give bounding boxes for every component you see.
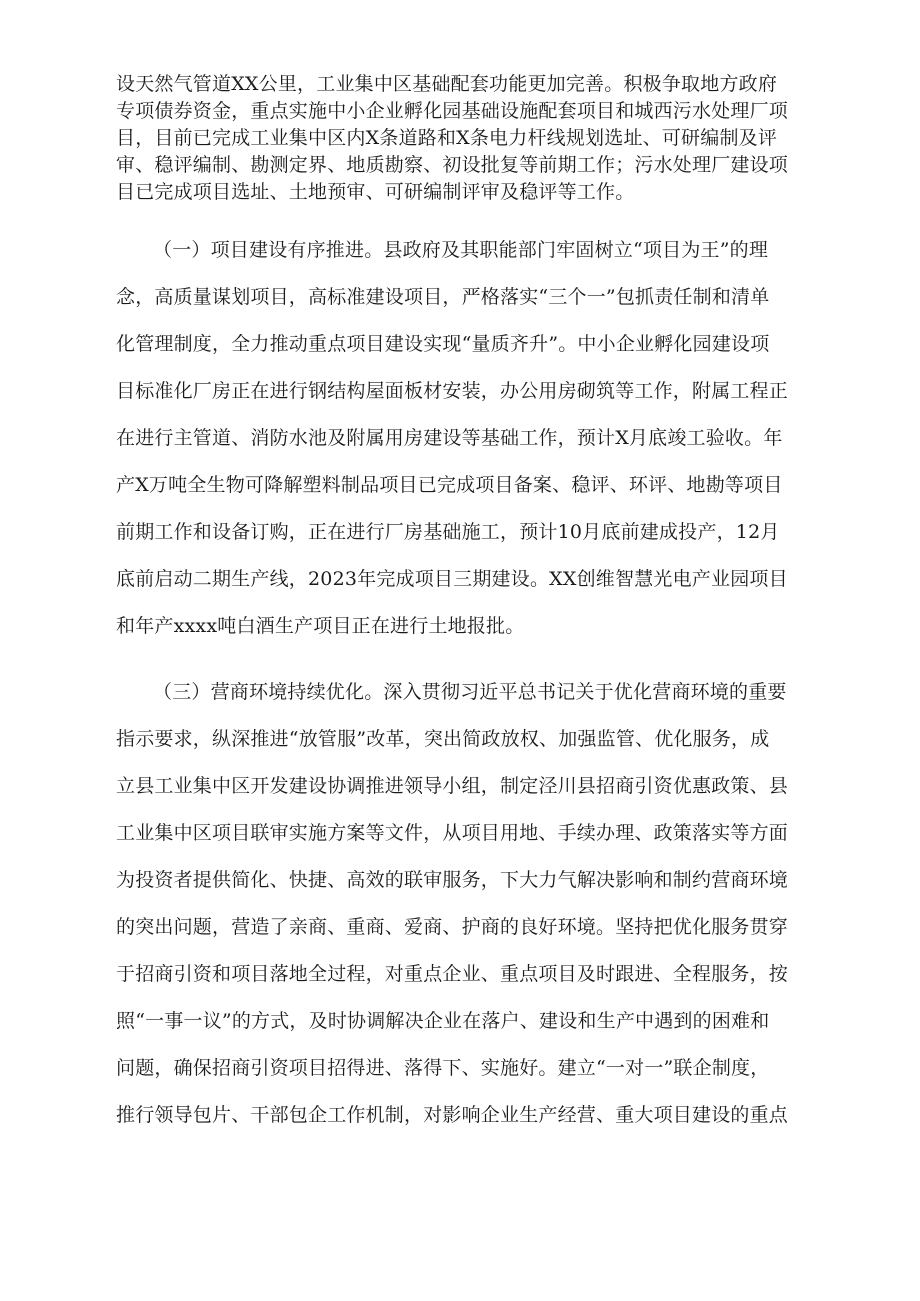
text-line: 化管理制度，全力推动重点项目建设实现“量质齐升”。中小企业孵化园建设项 — [116, 333, 770, 355]
text-line: 底前启动二期生产线，2023年完成项目三期建设。XX创维智慧光电产业园项目 — [116, 568, 788, 590]
text-line: 照“一事一议”的方式，及时协调解决企业在落户、建设和生产中遇到的困难和 — [116, 1010, 770, 1032]
text-line: 工业集中区项目联审实施方案等文件，从项目用地、手续办理、政策落实等方面 — [116, 822, 789, 844]
text-line: 于招商引资和项目落地全过程，对重点企业、重点项目及时跟进、全程服务，按 — [116, 963, 789, 985]
text-line: 和年产xxxx吨白酒生产项目正在进行土地报批。 — [116, 615, 525, 637]
text-line: 产X万吨全生物可降解塑料制品项目已完成项目备案、稳评、环评、地勘等项目 — [116, 474, 783, 496]
text-line: 专项债券资金，重点实施中小企业孵化园基础设施配套项目和城西污水处理厂项 — [116, 100, 789, 122]
text-line: 指示要求，纵深推进“放管服”改革，突出简政放权、加强监管、优化服务，成 — [116, 728, 770, 750]
text-line: 在进行主管道、消防水池及附属用房建设等基础工作，预计X月底竣工验收。年 — [116, 427, 783, 449]
text-line: 目已完成项目选址、土地预审、可研编制评审及稳评等工作。 — [116, 181, 635, 203]
text-line: 前期工作和设备订购，正在进行厂房基础施工，预计10月底前建成投产，12月 — [116, 521, 780, 543]
text-line: （一）项目建设有序推进。县政府及其职能部门牢固树立“项目为王”的理 — [153, 239, 769, 261]
text-line: 念，高质量谋划项目，高标准建设项目，严格落实“三个一”包抓责任制和清单 — [116, 286, 770, 308]
text-line: 的突出问题，营造了亲商、重商、爱商、护商的良好环境。坚持把优化服务贯穿 — [116, 916, 789, 938]
text-line: 目标准化厂房正在进行钢结构屋面板材安装，办公用房砌筑等工作，附属工程正 — [116, 380, 789, 402]
text-line: 为投资者提供简化、快捷、高效的联审服务，下大力气解决影响和制约营商环境 — [116, 869, 789, 891]
text-line: 审、稳评编制、勘测定界、地质勘察、初设批复等前期工作；污水处理厂建设项 — [116, 154, 789, 176]
text-line: 设天然气管道XX公里，工业集中区基础配套功能更加完善。积极争取地方政府 — [116, 73, 778, 95]
text-line: （三）营商环境持续优化。深入贯彻习近平总书记关于优化营商环境的重要 — [153, 681, 787, 703]
text-line: 问题，确保招商引资项目招得进、落得下、实施好。建立“一对一”联企制度， — [116, 1057, 770, 1079]
text-line: 立县工业集中区开发建设协调推进领导小组，制定泾川县招商引资优惠政策、县 — [116, 775, 789, 797]
text-line: 推行领导包片、干部包企工作机制，对影响企业生产经营、重大项目建设的重点 — [116, 1104, 789, 1126]
text-line: 目，目前已完成工业集中区内X条道路和X条电力杆线规划选址、可研编制及评 — [116, 127, 778, 149]
